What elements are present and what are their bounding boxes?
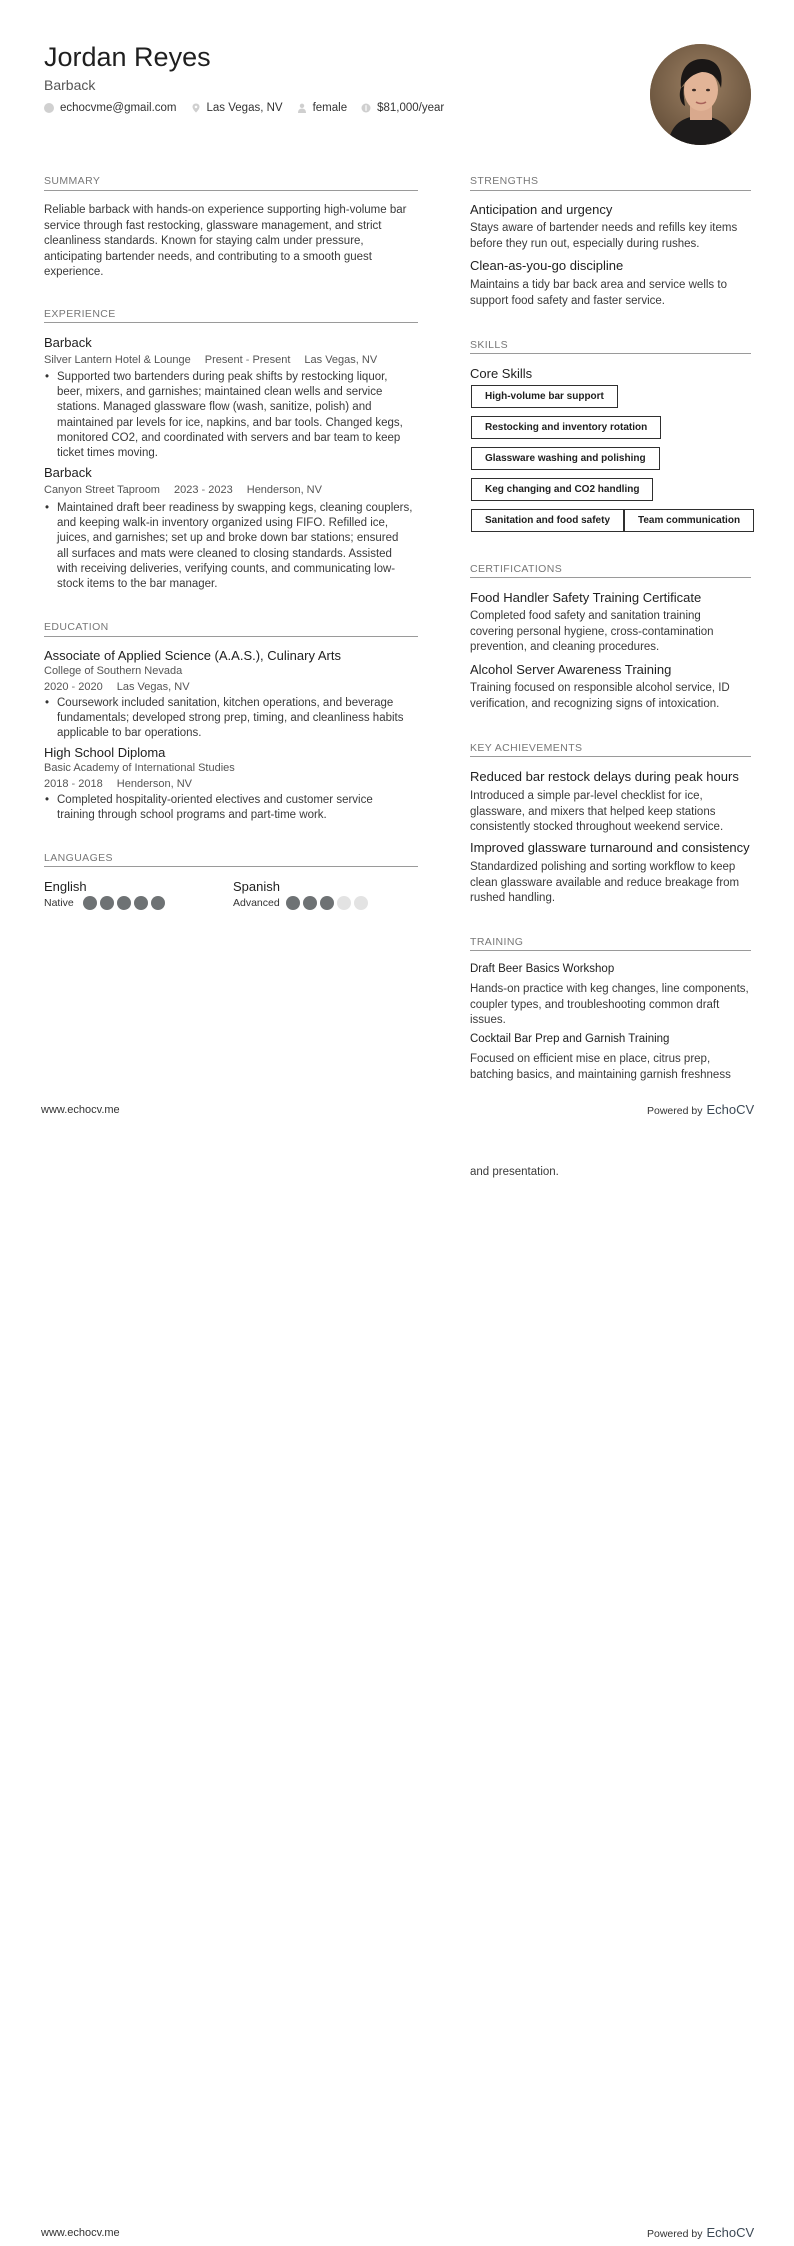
powered-by-text: Powered by	[647, 2228, 703, 2240]
email-text: echocvme@gmail.com	[60, 102, 177, 114]
email-icon	[44, 103, 54, 113]
powered-by-text: Powered by	[647, 1105, 703, 1117]
education-bullet: • Completed hospitality-oriented electives and customer service training through school programs and part-time work.	[45, 793, 425, 823]
certifications-heading: CERTIFICATIONS	[470, 563, 563, 575]
skill-chip: Restocking and inventory rotation	[471, 416, 661, 439]
education-dates: 2018 - 2018	[44, 778, 103, 790]
school-name: College of Southern Nevada	[44, 665, 183, 677]
achievements-heading: KEY ACHIEVEMENTS	[470, 742, 583, 754]
language-level: Advanced	[233, 897, 280, 909]
job-title: Barback	[44, 335, 92, 350]
skills-rule	[470, 353, 751, 354]
degree-title: Associate of Applied Science (A.A.S.), Culinary Arts	[44, 648, 341, 663]
rating-dot-filled	[117, 896, 131, 910]
location-text: Las Vegas, NV	[206, 102, 283, 114]
achievement-title: Improved glassware turnaround and consistency	[470, 840, 750, 855]
skill-chip: Team communication	[624, 509, 754, 532]
summary-heading: SUMMARY	[44, 175, 101, 187]
skill-chip: Glassware washing and polishing	[471, 447, 660, 470]
salary-text: $81,000/year	[377, 102, 445, 114]
rating-dot-filled	[83, 896, 97, 910]
training-desc-overflow: and presentation.	[470, 1166, 559, 1178]
degree-title: High School Diploma	[44, 745, 166, 760]
strengths-rule	[470, 190, 751, 191]
footer-powered[interactable]	[647, 1102, 754, 1117]
skill-chip: High-volume bar support	[471, 385, 618, 408]
summary-line: cleanliness standards. Known for staying calm under pressure,	[44, 235, 364, 247]
contact-row	[44, 102, 458, 114]
education-meta	[44, 681, 190, 693]
brand-logo-text: EchoCV	[706, 1102, 755, 1117]
job-bullet: • Maintained draft beer readiness by swapping kegs, cleaning couplers, and keeping walk-in inventory organized using FIFO. Refilled ice, juices, and garnishes; set up and broke down bar stations; ensured all surfaces and mats were cleaned to closing standards. Assisted with receiving deliveries, verifying counts, and communicating low- stock items to the bar manager.	[45, 501, 425, 592]
rating-dot-filled	[100, 896, 114, 910]
rating-dot-filled	[151, 896, 165, 910]
certifications-rule	[470, 577, 751, 578]
profile-photo-image	[650, 44, 751, 145]
skill-chip: Sanitation and food safety	[471, 509, 624, 532]
language-name: English	[44, 879, 87, 894]
rating-dot-empty	[354, 896, 368, 910]
job-location: Henderson, NV	[246, 484, 322, 496]
achievements-rule	[470, 756, 751, 757]
certification-desc: Completed food safety and sanitation training covering personal hygiene, cross-contamination prevention, and cleaning procedures.	[470, 610, 714, 653]
training-title: Cocktail Bar Prep and Garnish Training	[470, 1033, 670, 1045]
strength-desc: Maintains a tidy bar back area and service wells to support food safety and faster service.	[470, 279, 727, 307]
person-icon	[297, 103, 307, 113]
education-meta	[44, 778, 192, 790]
job-company: Silver Lantern Hotel & Lounge	[44, 354, 191, 366]
footer-site-link-2[interactable]: www.echocv.me	[41, 2227, 120, 2239]
rating-dot-filled	[286, 896, 300, 910]
location-pin-icon	[191, 103, 201, 113]
language-rating	[83, 896, 165, 910]
contact-email[interactable]	[44, 102, 177, 114]
experience-heading: EXPERIENCE	[44, 308, 116, 320]
education-heading: EDUCATION	[44, 621, 109, 633]
education-dates: 2020 - 2020	[44, 681, 103, 693]
job-location: Las Vegas, NV	[304, 354, 378, 366]
training-rule	[470, 950, 751, 951]
education-location: Henderson, NV	[116, 778, 192, 790]
training-desc: Hands-on practice with keg changes, line components, coupler types, and troubleshooting common draft issues.	[470, 983, 749, 1026]
strength-title: Clean-as-you-go discipline	[470, 258, 624, 273]
languages-heading: LANGUAGES	[44, 852, 113, 864]
summary-line: service through fast restocking, glassware management, and strict	[44, 219, 382, 232]
rating-dot-filled	[134, 896, 148, 910]
education-bullet: • Coursework included sanitation, kitchen operations, and beverage fundamentals; developed strong prep, timing, and cleanliness habits applicable to bar operations.	[45, 696, 425, 742]
summary-line: experience.	[44, 266, 104, 278]
candidate-role: Barback	[44, 77, 96, 93]
strength-desc: Stays aware of bartender needs and refills key items before they run out, especially during rushes.	[470, 222, 738, 250]
achievement-desc: Introduced a simple par-level checklist for ice, glassware, and mixers that helped keep stations consistently stocked throughout weekend service.	[470, 790, 724, 833]
job-meta	[44, 354, 377, 366]
summary-rule	[44, 190, 418, 191]
education-rule	[44, 636, 418, 637]
job-meta	[44, 484, 322, 496]
achievement-title: Reduced bar restock delays during peak hours	[470, 769, 739, 784]
rating-dot-filled	[303, 896, 317, 910]
job-bullet: • Supported two bartenders during peak shifts by restocking liquor, beer, mixers, and garnishes; maintained clean wells and service stations. Managed glassware flow (wash, sanitize, polish) and maintained par levels for ice, napkins, and bar tools. Changed kegs, monitored CO2, and coordinated with servers and bar team to keep ticket times moving.	[45, 370, 425, 461]
summary-line: Reliable barback with hands-on experience supporting high-volume bar	[44, 204, 407, 216]
job-dates: 2023 - 2023	[173, 484, 233, 496]
job-company: Canyon Street Taproom	[44, 484, 160, 496]
contact-salary	[361, 102, 444, 114]
strength-title: Anticipation and urgency	[470, 202, 613, 217]
language-rating	[286, 896, 368, 910]
summary-text	[44, 203, 424, 281]
skill-chip: Keg changing and CO2 handling	[471, 478, 653, 501]
language-name: Spanish	[233, 879, 280, 894]
training-title: Draft Beer Basics Workshop	[470, 963, 615, 975]
training-heading: TRAINING	[470, 936, 524, 948]
certification-desc: Training focused on responsible alcohol service, ID verification, and recognizing signs of intoxication.	[470, 682, 730, 710]
languages-rule	[44, 866, 418, 867]
rating-dot-empty	[337, 896, 351, 910]
gender-text: female	[312, 102, 348, 114]
experience-rule	[44, 322, 418, 323]
candidate-name: Jordan Reyes	[44, 42, 211, 72]
contact-gender	[297, 102, 348, 114]
certification-title: Food Handler Safety Training Certificate	[470, 590, 702, 605]
profile-photo	[650, 44, 751, 145]
job-title: Barback	[44, 465, 92, 480]
school-name: Basic Academy of International Studies	[44, 762, 235, 774]
language-level: Native	[44, 897, 74, 909]
skills-heading: SKILLS	[470, 339, 509, 351]
rating-dot-filled	[320, 896, 334, 910]
certification-title: Alcohol Server Awareness Training	[470, 662, 672, 677]
training-desc: Focused on efficient mise en place, citrus prep, batching basics, and maintaining garnish freshness	[470, 1053, 731, 1081]
contact-location	[191, 102, 283, 114]
footer-powered-2[interactable]	[647, 2225, 754, 2240]
education-location: Las Vegas, NV	[116, 681, 190, 693]
salary-icon	[361, 103, 371, 113]
footer-site-link[interactable]: www.echocv.me	[41, 1104, 120, 1116]
job-dates: Present - Present	[204, 354, 291, 366]
skills-group-title: Core Skills	[470, 366, 533, 381]
brand-logo-text: EchoCV	[706, 2225, 755, 2240]
achievement-desc: Standardized polishing and sorting workflow to keep clean glassware available and reduce breakage from rushed handling.	[470, 861, 740, 904]
strengths-heading: STRENGTHS	[470, 175, 539, 187]
summary-line: anticipating bartender needs, and contributing to a smooth guest	[44, 250, 372, 263]
